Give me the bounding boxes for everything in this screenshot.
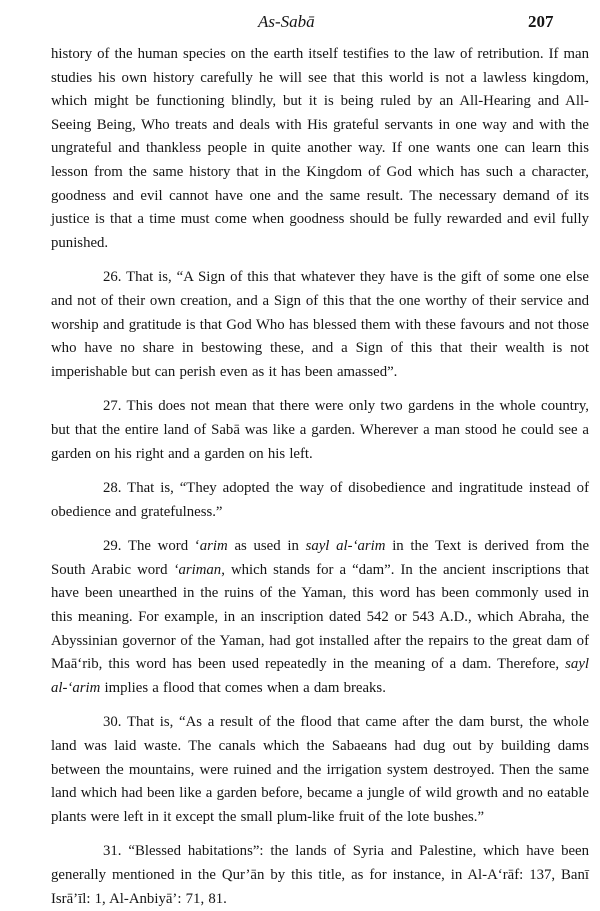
text-run: as used in [227,538,306,555]
text-run: 31. “Blessed habitations”: the lands of Syria and Palestine, which have been generally mentioned in the Qur’ān by this title, as for instance, in Al-A‘rāf: 137, Banī Isrā’īl: 1, Al-Anbiyā’: 71, 81. [51,843,589,907]
text-run: 26. That is, “A Sign of this that whatever they have is the gift of some one else and not of their own creation, and a Sign of this that the one worthy of their service and worship and gratitude is that God Who has blessed them with these favours and not those who have no share in bestowing these, and a Sign of this that their wealth is not imperishable but can perish even as it has been amassed”. [51,269,589,380]
text-run: 28. That is, “They adopted the way of disobedience and ingratitude instead of obedience and gratefulness.” [51,480,589,520]
text-run: , which stands for a “dam”. In the ancient inscriptions that have been unearthed in the ruins of the Yaman, this word has been commonly used in this meaning. For example, in an inscription dated 542 or 543 A.D., which Abraha, the Abyssinian governor of the Yaman, had got installed after the repairs to the great dam of Maā‘rib, this word has been used repeatedly in the meaning of a dam. Therefore, [51,561,589,673]
text-run: history of the human species on the earth itself testifies to the law of retribution. If man studies his own history carefully he will see that this world is not a lawless kingdom, which might be functioning blindly, but it is being ruled by an All-Hearing and All-Seeing Being, Who treats and deals with His grateful servants in one way and with the ungrateful and thankless people in quite another way. If one wants one can learn this lesson from the same history that in the Kingdom of God which has such a character, goodness and evil cannot have one and the same result. The necessary demand of its justice is that a time must come when goodness should be fully rewarded and evil fully punished. [51,46,589,251]
footnote-28 [51,477,589,524]
footnote-30 [51,711,589,829]
footnote-26 [51,266,589,384]
footnote-27 [51,395,589,466]
italic-term: ‘ariman [173,561,222,578]
page-header [0,12,600,36]
footnote-31 [51,840,589,911]
italic-term: sayl al-‘arim [305,538,386,555]
continuation-paragraph [51,43,589,255]
text-run: implies a flood that comes when a dam breaks. [100,679,386,696]
running-title: As-Sabā [258,12,315,31]
italic-term: arim [199,538,228,555]
text-run: 30. That is, “As a result of the flood that came after the dam burst, the whole land was laid waste. The canals which the Sabaeans had dug out by building dams between the mountains, were ruined and the irrigation system destroyed. Then the same land which had been like a garden before, became a jungle of wild growth and no eatable plants were left in it except the small plum-like fruit of the lote bushes.” [51,714,589,825]
text-run: in the Text is derived from the South Arabic word [51,538,590,578]
footnote-29 [51,535,589,700]
page-number: 207 [528,12,554,31]
italic-term: sayl al-‘arim [51,656,589,696]
text-run: 29. The word ‘ [103,538,200,555]
text-run: 27. This does not mean that there were only two gardens in the whole country, but that the entire land of Sabā was like a garden. Wherever a man stood he could see a garden on his right and a garden on his left. [51,398,589,462]
page-body [51,43,589,911]
